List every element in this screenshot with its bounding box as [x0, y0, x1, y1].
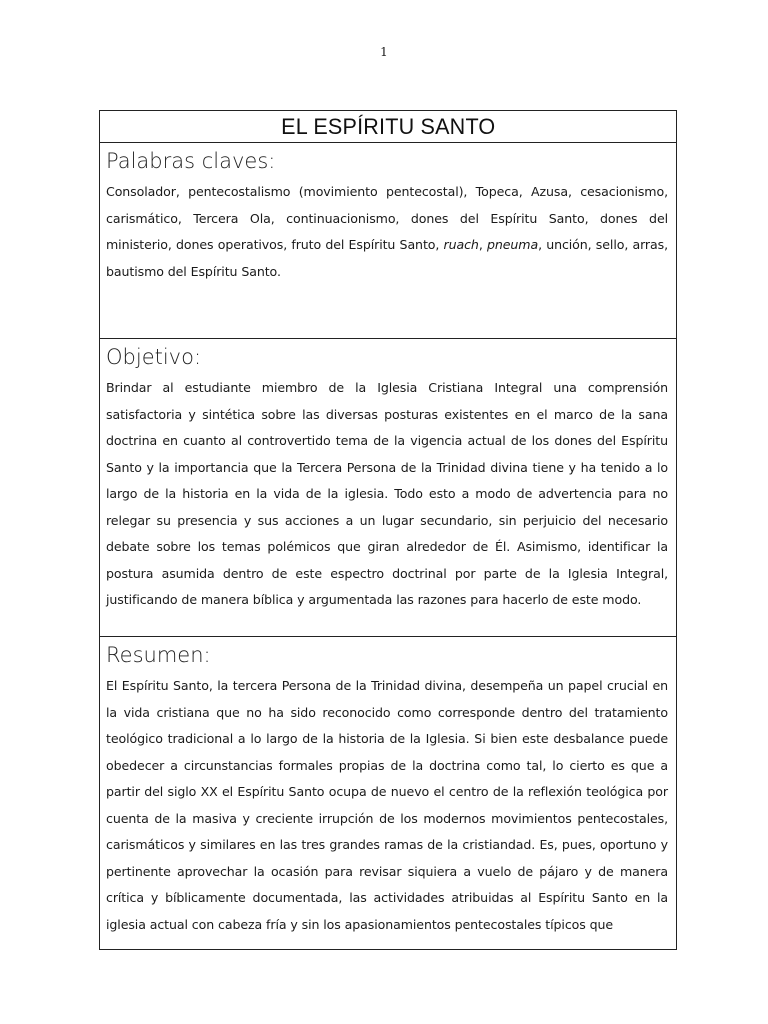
document-title: EL ESPÍRITU SANTO	[280, 113, 496, 139]
keywords-text-part2: , unción, sello, arras, bautismo del Espíritu Santo.	[106, 237, 668, 279]
document-table	[99, 110, 677, 950]
resumen-section	[100, 637, 676, 949]
keyword-ruach: ruach	[443, 237, 479, 252]
resumen-text: El Espíritu Santo, la tercera Persona de la Trinidad divina, desempeña un papel crucial en la vida cristiana que no ha sido reconocido como corresponde dentro del tratamiento teológico tradicional a lo largo de la historia de la Iglesia. Si bien este desbalance puede obedecer a circunstancias formales propias de la doctrina como tal, lo cierto es que a partir del siglo XX el Espíritu Santo ocupa de nuevo el centro de la reflexión teológica por cuenta de la masiva y creciente irrupción de los modernos movimientos pentecostales, carismáticos y similares en las tres grandes ramas de la cristiandad. Es, pues, oportuno y pertinente aprovechar la ocasión para revisar siquiera a vuelo de pájaro y de manera crítica y bíblicamente documentada, las actividades atribuidas al Espíritu Santo en la iglesia actual con cabeza fría y sin los apasionamientos pentecostales típicos que	[106, 678, 668, 932]
title-row	[100, 111, 676, 143]
keywords-text	[106, 179, 668, 285]
keywords-comma: ,	[478, 237, 487, 252]
objetivo-section	[100, 339, 676, 637]
resumen-heading: Resumen:	[106, 643, 211, 667]
objetivo-heading: Objetivo:	[106, 345, 202, 369]
keyword-pneuma: pneuma	[486, 237, 539, 252]
objetivo-text: Brindar al estudiante miembro de la Iglesia Cristiana Integral una comprensión satisfactoria y sintética sobre las diversas posturas existentes en el marco de la sana doctrina en cuanto al controvertido tema de la vigencia actual de los dones del Espíritu Santo y la importancia que la Tercera Persona de la Trinidad divina tiene y ha tenido a lo largo de la historia en la vida de la iglesia. Todo esto a modo de advertencia para no relegar su presencia y sus acciones a un lugar secundario, sin perjuicio del necesario debate sobre los temas polémicos que giran alrededor de Él. Asimismo, identificar la postura asumida dentro de este espectro doctrinal por parte de la Iglesia Integral, justificando de manera bíblica y argumentada las razones para hacerlo de este modo.	[106, 380, 668, 607]
page-number: 1	[380, 45, 388, 59]
keywords-section	[100, 143, 676, 339]
keywords-text-part1: Consolador, pentecostalismo (movimiento pentecostal), Topeca, Azusa, cesacionismo, carismático, Tercera Ola, continuacionismo, dones del Espíritu Santo, dones del ministerio, dones operativos, fruto del Espíritu Santo,	[106, 184, 668, 252]
keywords-heading: Palabras claves:	[106, 149, 276, 173]
